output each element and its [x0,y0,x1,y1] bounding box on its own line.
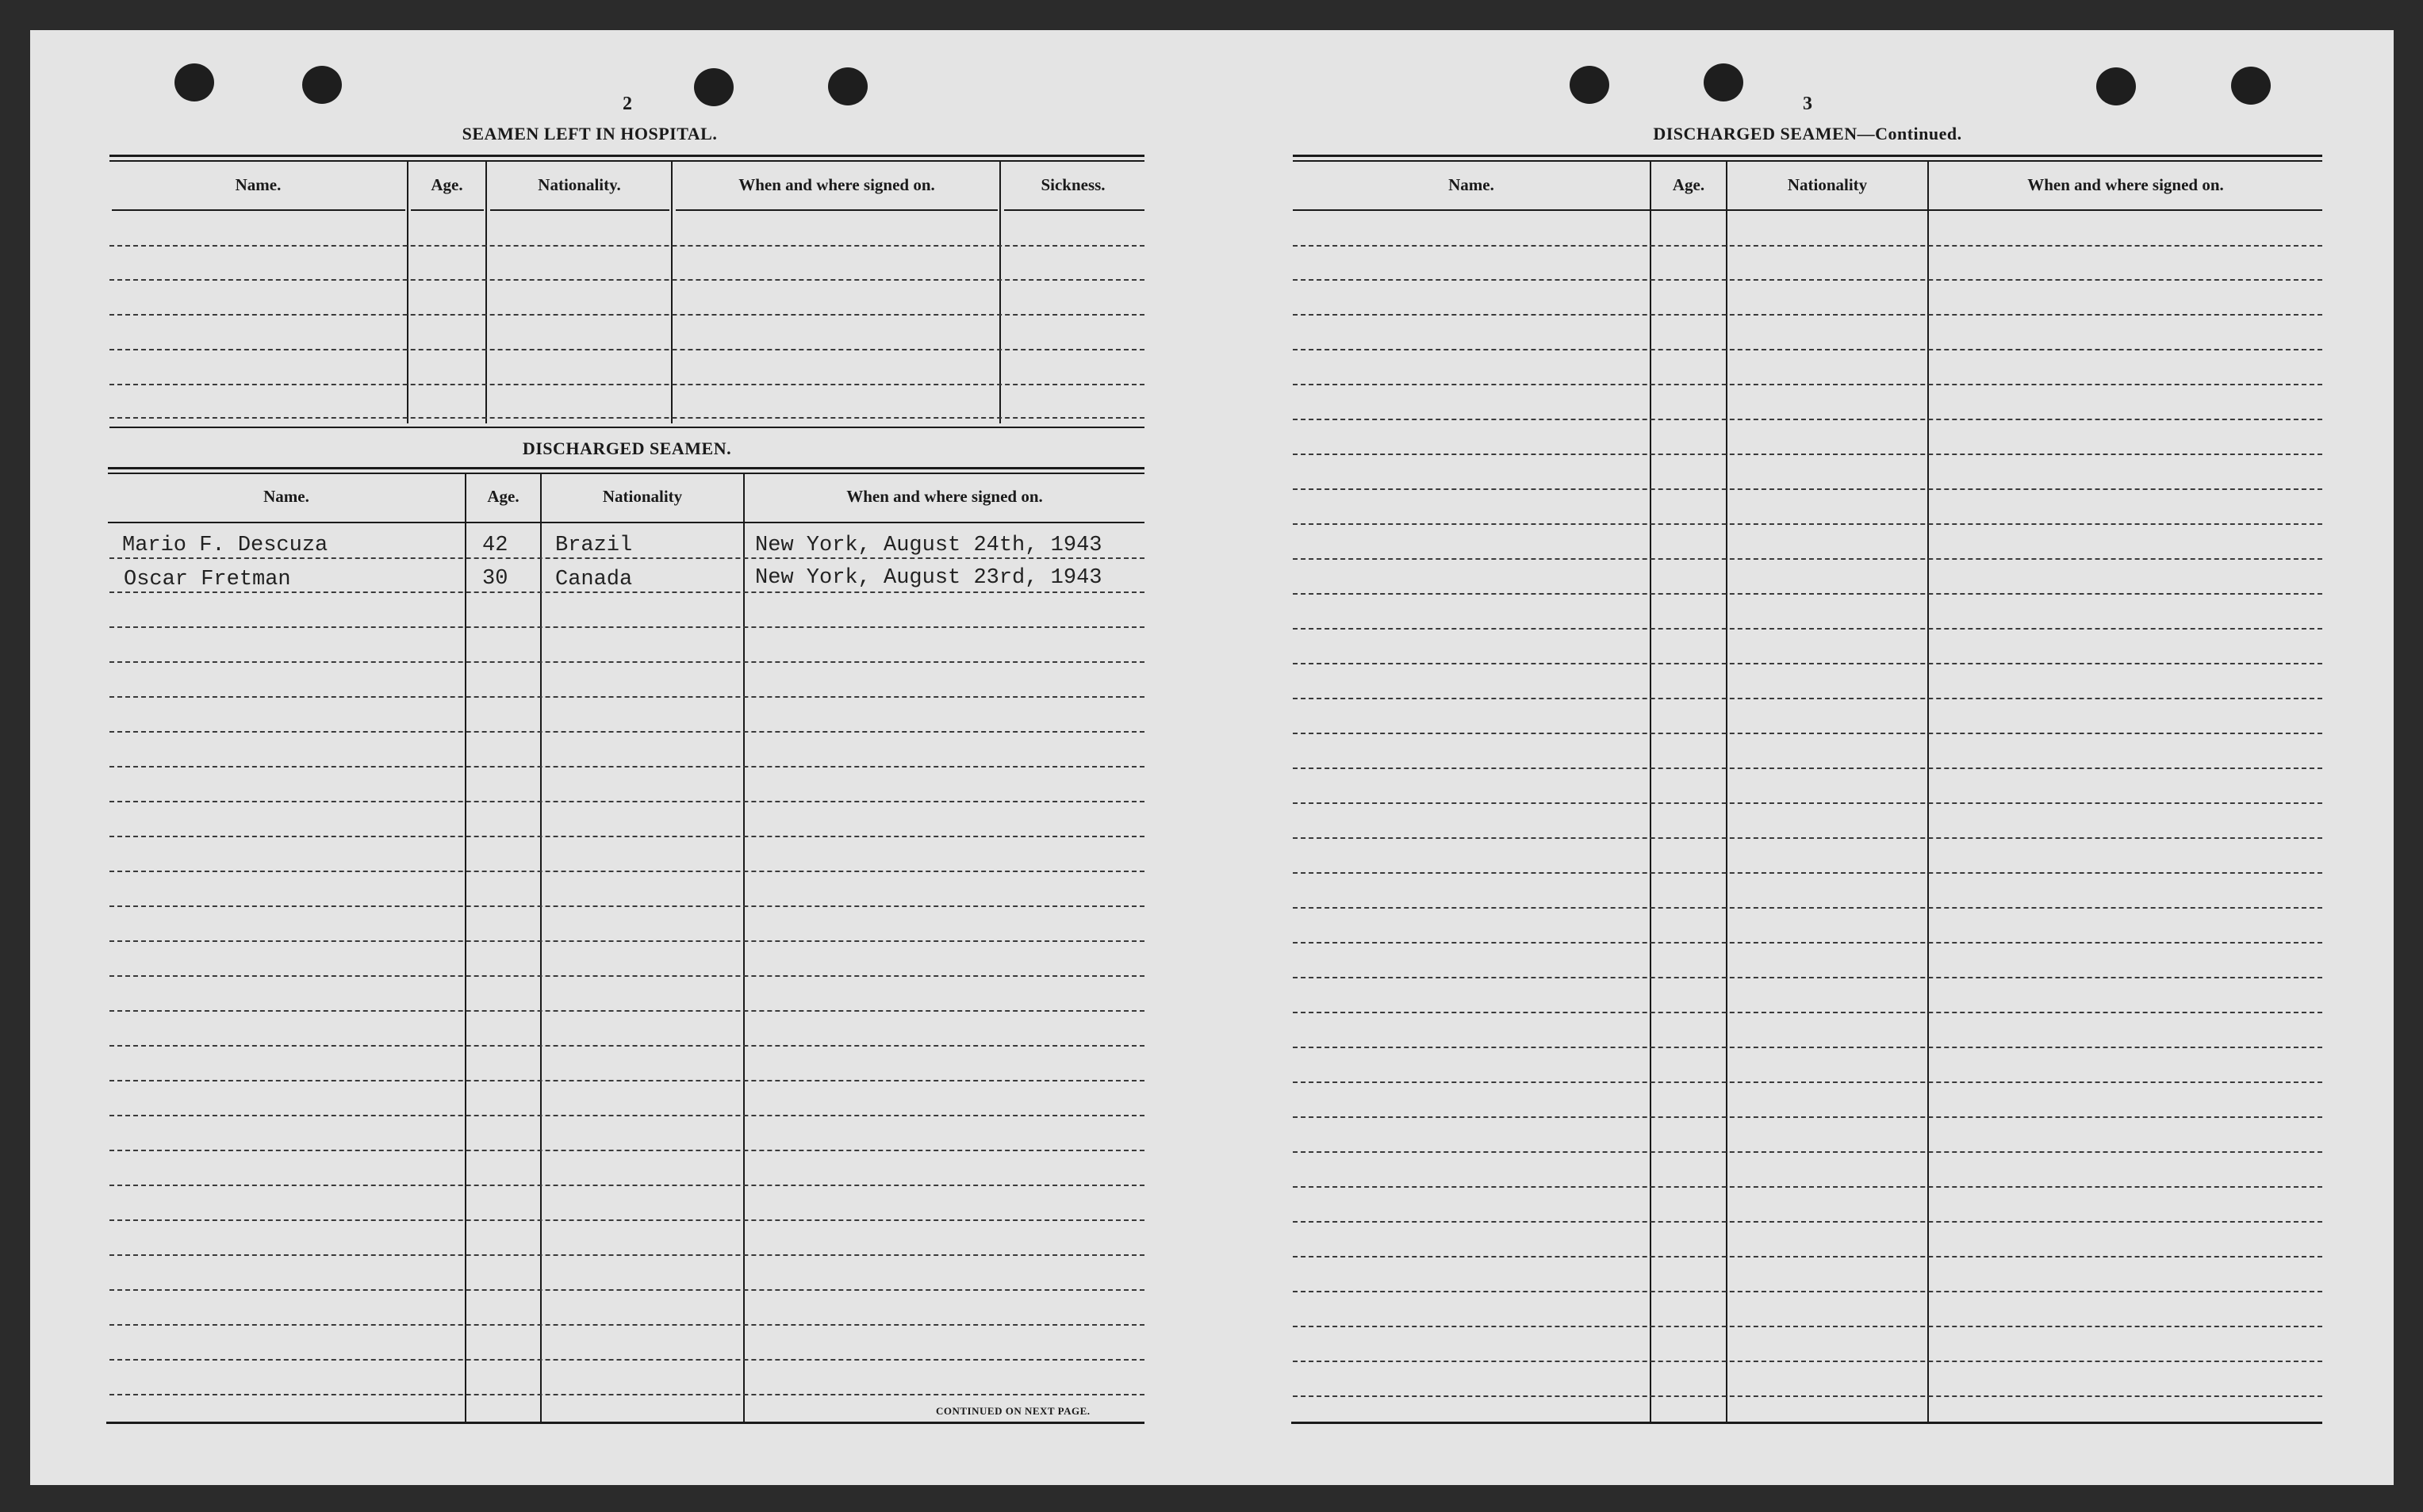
punch-hole [2096,67,2136,105]
discharged-row [109,731,1144,733]
entry-nationality: Brazil [555,534,633,557]
discharged-row [109,1185,1144,1186]
continued-row [1293,1116,2322,1118]
discharged-row [109,975,1144,977]
continued-row [1293,1256,2322,1257]
column-divider [1650,162,1651,1422]
discharged-row [109,626,1144,628]
hospital-col-signed-on: When and where signed on. [738,175,935,194]
continued-row [1293,349,2322,350]
discharged-row [109,696,1144,698]
continued-row [1293,1047,2322,1048]
discharged-row [109,1010,1144,1012]
discharged-row [109,1080,1144,1081]
column-divider [465,474,466,1422]
discharged-row [109,1324,1144,1326]
continued-row [1293,523,2322,525]
hospital-row [109,314,1144,316]
continued-col-nationality: Nationality [1787,175,1868,194]
header-underline [1004,209,1144,211]
continued-row [1293,1326,2322,1327]
hospital-col-name: Name. [235,175,282,194]
discharged-section-title: DISCHARGED SEAMEN. [522,438,732,458]
continued-row [1293,279,2322,281]
punch-hole [1570,66,1609,104]
discharged-row [109,591,1144,593]
column-divider [1726,162,1727,1422]
discharged-col-age: Age. [487,487,519,506]
continued-row [1293,384,2322,385]
entry-signed-on: New York, August 23rd, 1943 [755,566,1102,590]
continued-row [1293,419,2322,420]
discharged-row [109,940,1144,942]
continued-row [1293,1221,2322,1223]
page-number-right: 3 [1803,94,1812,114]
continued-section-title: DISCHARGED SEAMEN—Continued. [1653,124,1962,144]
discharged-top-rule [108,473,1144,474]
discharged-row [109,557,1144,559]
continued-row [1293,907,2322,909]
discharged-row [109,1254,1144,1256]
header-underline [676,209,998,211]
discharged-row [109,661,1144,663]
continued-row [1293,1081,2322,1083]
continued-row [1293,488,2322,490]
column-divider [1927,162,1929,1422]
discharged-row [109,1359,1144,1361]
entry-signed-on: New York, August 24th, 1943 [755,534,1102,557]
discharged-row [109,836,1144,837]
hospital-row [109,417,1144,419]
continued-row [1293,314,2322,316]
continued-row [1293,558,2322,560]
punch-hole [694,68,734,106]
entry-age: 42 [482,534,508,557]
entry-name: Oscar Fretman [124,568,291,591]
header-underline [108,522,1144,523]
header-underline [1293,209,2322,211]
document-spread [30,30,2394,1485]
continued-col-age: Age. [1672,175,1705,194]
hospital-row [109,384,1144,385]
discharged-row [109,1394,1144,1395]
discharged-row [109,801,1144,802]
continued-row [1293,1151,2322,1153]
punch-hole [1704,63,1743,101]
continued-row [1293,663,2322,664]
continued-row [1293,1395,2322,1397]
continued-bottom-rule [1291,1422,2322,1424]
continued-footer: CONTINUED ON NEXT PAGE. [936,1405,1091,1417]
continued-top-rule [1293,155,2322,157]
discharged-row [109,1115,1144,1116]
hospital-row [109,349,1144,350]
entry-name: Mario F. Descuza [122,534,328,557]
discharged-row [109,871,1144,872]
continued-row [1293,245,2322,247]
discharged-col-nationality: Nationality [602,487,683,506]
header-underline [411,209,484,211]
continued-row [1293,802,2322,804]
continued-row [1293,837,2322,839]
hospital-col-sickness: Sickness. [1041,175,1106,194]
punch-hole [174,63,214,101]
continued-col-signed-on: When and where signed on. [2027,175,2224,194]
continued-row [1293,628,2322,630]
continued-col-name: Name. [1448,175,1494,194]
discharged-top-rule [108,467,1144,469]
entry-nationality: Canada [555,568,633,591]
hospital-row [109,279,1144,281]
header-underline [112,209,405,211]
discharged-col-signed-on: When and where signed on. [846,487,1043,506]
continued-row [1293,733,2322,734]
discharged-bottom-rule [106,1422,1144,1424]
column-divider [743,474,745,1422]
discharged-row [109,1219,1144,1221]
continued-row [1293,977,2322,978]
continued-top-rule [1293,160,2322,162]
discharged-row [109,1150,1144,1151]
continued-row [1293,767,2322,769]
hospital-row [109,245,1144,247]
entry-age: 30 [482,567,508,591]
hospital-section-title: SEAMEN LEFT IN HOSPITAL. [462,124,718,144]
hospital-col-nationality: Nationality. [538,175,621,194]
continued-row [1293,1361,2322,1362]
continued-row [1293,1012,2322,1013]
hospital-top-rule [109,155,1144,157]
column-divider [540,474,542,1422]
continued-row [1293,872,2322,874]
discharged-row [109,766,1144,767]
continued-row [1293,593,2322,595]
hospital-bottom-rule [109,427,1144,428]
discharged-col-name: Name. [263,487,309,506]
continued-row [1293,1291,2322,1292]
hospital-top-rule [109,160,1144,162]
continued-row [1293,942,2322,944]
discharged-row [109,905,1144,907]
header-underline [490,209,669,211]
punch-hole [2231,67,2271,105]
continued-row [1293,1186,2322,1188]
punch-hole [302,66,342,104]
continued-row [1293,454,2322,455]
discharged-row [109,1045,1144,1047]
hospital-col-age: Age. [431,175,463,194]
page-number-left: 2 [623,94,632,114]
continued-row [1293,698,2322,699]
discharged-row [109,1289,1144,1291]
punch-hole [828,67,868,105]
